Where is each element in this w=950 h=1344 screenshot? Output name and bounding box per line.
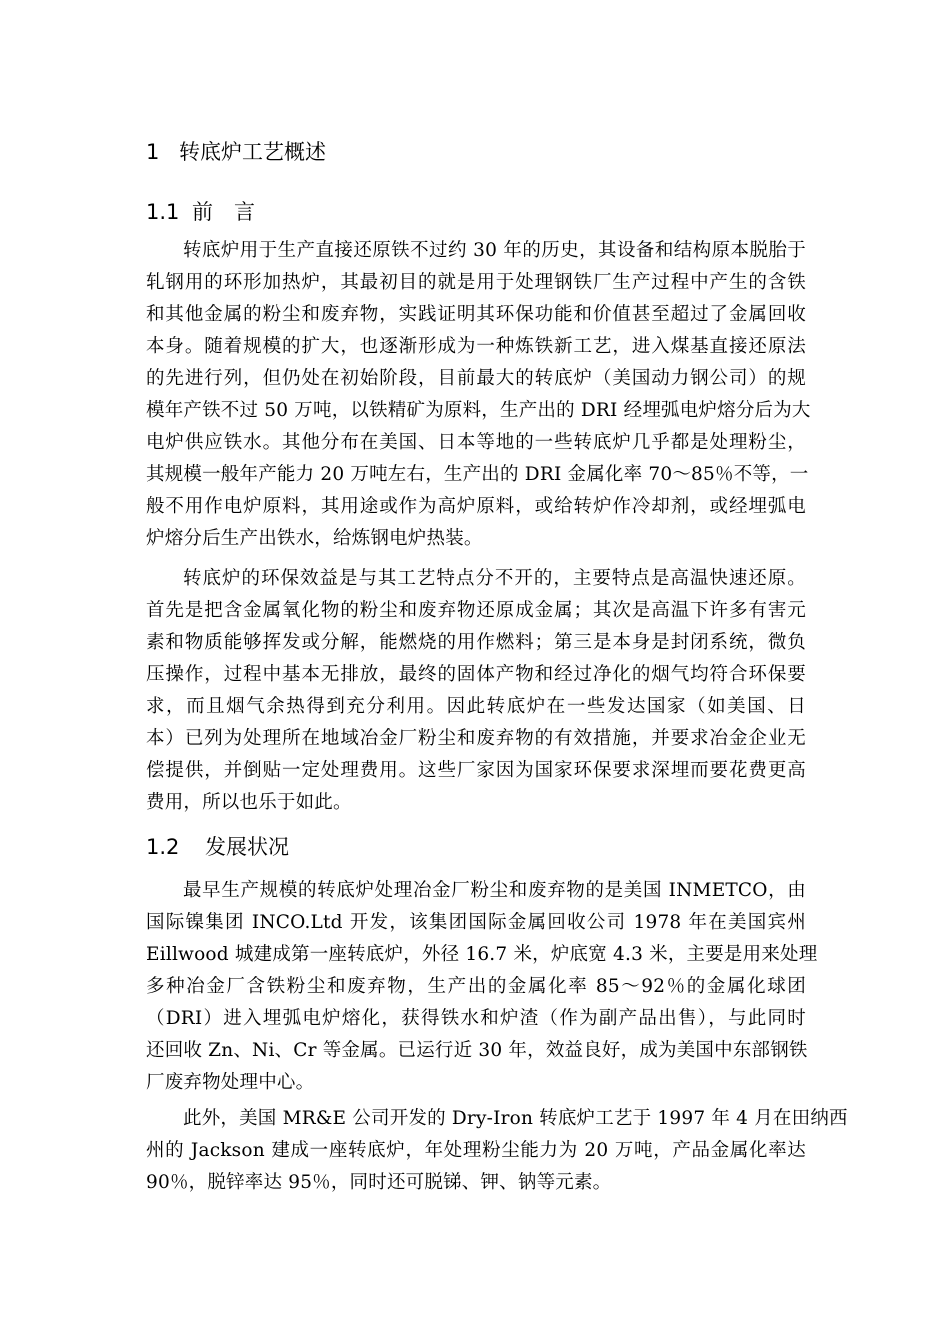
text-line: 和其他金属的粉尘和废弃物，实践证明其环保功能和价值甚至超过了金属回收 [146,304,806,325]
text-line: 般不用作电炉原料，其用途或作为高炉原料，或给转炉作冷却剂，或经埋弧电 [146,496,806,517]
text-line: 最早生产规模的转底炉处理冶金厂粉尘和废弃物的是美国 INMETCO，由 [183,880,806,901]
text-line: 轧钢用的环形加热炉，其最初目的就是用于处理钢铁厂生产过程中产生的含铁 [146,272,806,293]
paragraph [146,1103,848,1199]
paragraph [146,875,818,1099]
text-line: 厂废弃物处理中心。 [146,1072,315,1093]
text-line: 其规模一般年产能力 20 万吨左右，生产出的 DRI 金属化率 70～85％不等，一 [146,464,809,485]
text-line: 费用，所以也乐于如此。 [146,792,352,813]
section-number: 1.2 [146,835,180,859]
section-heading-1-2 [146,833,289,861]
section-title: 发展状况 [205,835,289,859]
text-line: 本身。随着规模的扩大，也逐渐形成为一种炼铁新工艺，进入煤基直接还原法 [146,336,806,357]
paragraph [146,563,806,819]
text-line: 此外，美国 MR&E 公司开发的 Dry-Iron 转底炉工艺于 1997 年 4 月在田纳西 [183,1108,848,1129]
section-heading-1-1 [146,198,255,226]
text-line: 压操作，过程中基本无排放，最终的固体产物和经过净化的烟气均符合环保要 [146,664,806,685]
text-line: 的先进行列，但仍处在初始阶段，目前最大的转底炉（美国动力钢公司）的规 [146,368,806,389]
chapter-heading [146,138,326,166]
text-line: 还回收 Zn、Ni、Cr 等金属。已运行近 30 年，效益良好，成为美国中东部钢铁 [146,1040,808,1061]
text-line: 州的 Jackson 建成一座转底炉，年处理粉尘能力为 20 万吨，产品金属化率达 [146,1140,806,1161]
text-line: 模年产铁不过 50 万吨，以铁精矿为原料，生产出的 DRI 经埋弧电炉熔分后为大 [146,400,811,421]
section-title: 前 言 [192,200,255,224]
text-line: 偿提供，并倒贴一定处理费用。这些厂家因为国家环保要求深埋而要花费更高 [146,760,806,781]
text-line: Eillwood 城建成第一座转底炉，外径 16.7 米，炉底宽 4.3 米，主要是用来处理 [146,944,818,965]
text-line: 求，而且烟气余热得到充分利用。因此转底炉在一些发达国家（如美国、日 [146,696,806,717]
text-line: 电炉供应铁水。其他分布在美国、日本等地的一些转底炉几乎都是处理粉尘， [146,432,806,453]
text-line: 本）已列为处理所在地域冶金厂粉尘和废弃物的有效措施，并要求冶金企业无 [146,728,806,749]
section-number: 1.1 [146,200,180,224]
text-line: 多种冶金厂含铁粉尘和废弃物，生产出的金属化率 85～92％的金属化球团 [146,976,806,997]
text-line: 转底炉用于生产直接还原铁不过约 30 年的历史，其设备和结构原本脱胎于 [183,240,806,261]
text-line: 首先是把含金属氧化物的粉尘和废弃物还原成金属；其次是高温下许多有害元 [146,600,806,621]
text-line: 90％，脱锌率达 95％，同时还可脱锑、钾、钠等元素。 [146,1172,612,1193]
text-line: 素和物质能够挥发或分解，能燃烧的用作燃料；第三是本身是封闭系统，微负 [146,632,806,653]
chapter-number: 1 [146,140,160,164]
text-line: 转底炉的环保效益是与其工艺特点分不开的，主要特点是高温快速还原。 [183,568,806,589]
chapter-title: 转底炉工艺概述 [179,140,326,164]
text-line: 炉熔分后生产出铁水，给炼钢电炉热装。 [146,528,483,549]
paragraph [146,235,811,555]
text-line: （DRI）进入埋弧电炉熔化，获得铁水和炉渣（作为副产品出售），与此同时 [146,1008,806,1029]
text-line: 国际镍集团 INCO.Ltd 开发，该集团国际金属回收公司 1978 年在美国宾州 [146,912,806,933]
